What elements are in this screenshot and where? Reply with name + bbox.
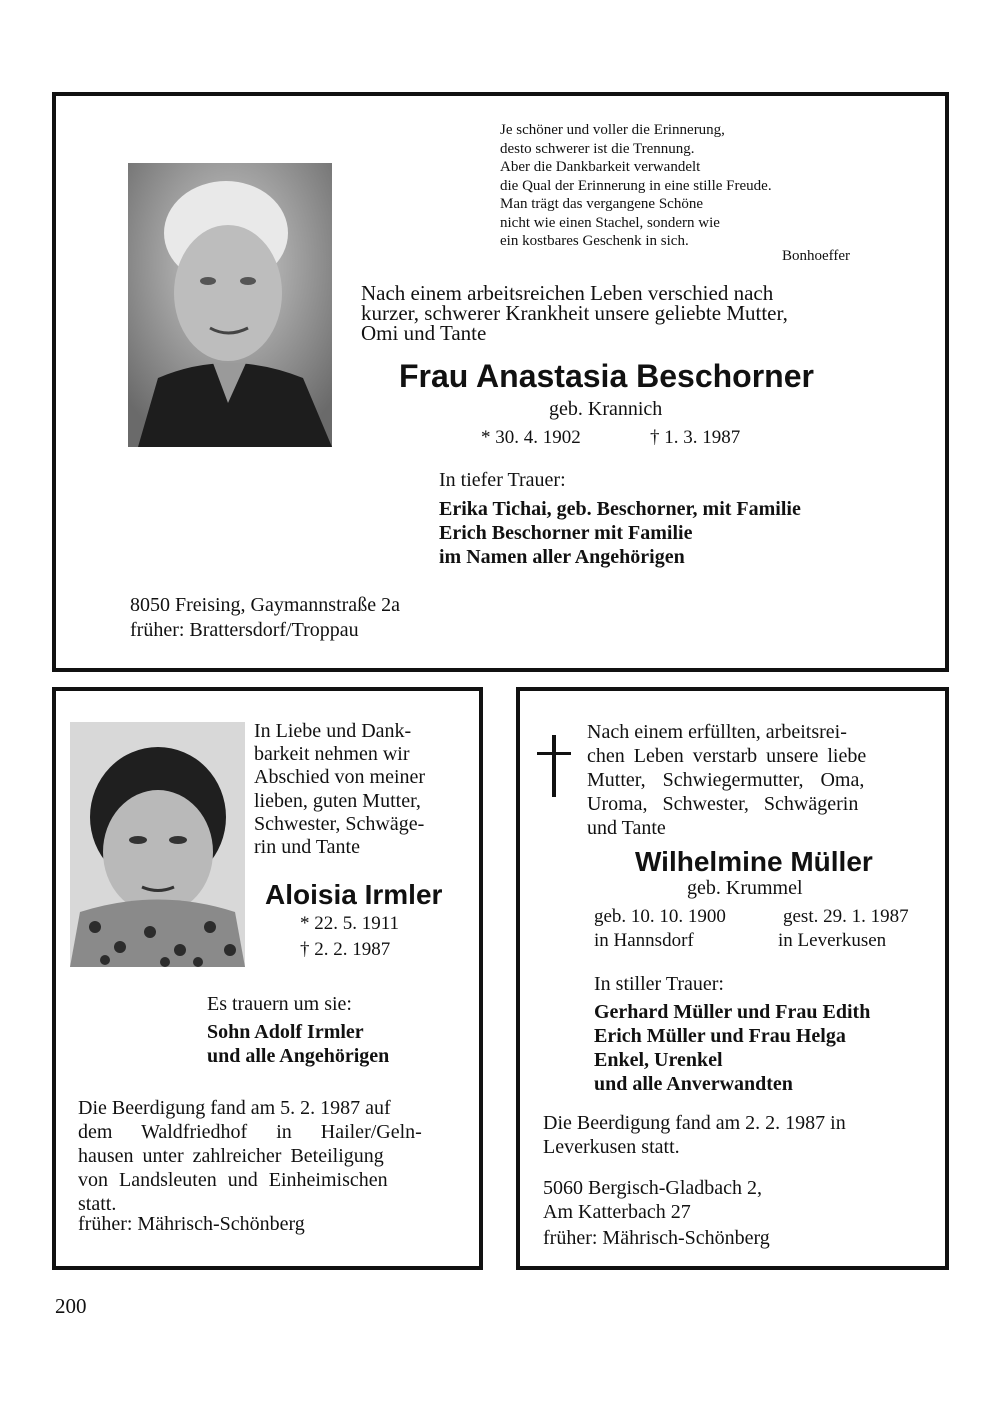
intro-line-text: Nach einem arbeitsreichen Leben verschied nach <box>361 281 774 305</box>
mourners-list <box>207 1020 389 1068</box>
portrait-photo-irmler <box>70 722 245 967</box>
origin: früher: Mährisch-Schönberg <box>78 1213 305 1235</box>
funeral-line: statt. <box>78 1193 117 1215</box>
death-place: in Leverkusen <box>778 930 887 951</box>
mourner: Erich Müller und Frau Helga <box>594 1025 846 1047</box>
birth-place: in Hannsdorf <box>594 930 694 951</box>
death-date: gest. 29. 1. 1987 <box>783 906 909 927</box>
intro-line: Uroma, Schwester, Schwägerin <box>587 793 859 815</box>
portrait-photo-beschorner <box>128 163 332 447</box>
mourning-heading: In stiller Trauer: <box>594 973 724 995</box>
address-line: früher: Brattersdorf/Troppau <box>130 619 359 641</box>
mourner: Erich Beschorner mit Familie <box>439 522 693 544</box>
intro-line: kurzer, schwerer Krankheit unsere geliebte Mutter, <box>361 301 788 325</box>
page-number: 200 <box>55 1294 87 1318</box>
birth-date: * 30. 4. 1902 <box>481 427 581 448</box>
deceased-name: Frau Anastasia Beschorner <box>399 358 814 394</box>
funeral-text <box>78 1096 461 1216</box>
intro-line-text: Nach einem erfüllten, arbeitsrei- <box>587 721 847 743</box>
quote-line: Je schöner und voller die Erinnerung, <box>500 122 725 138</box>
quote-line: die Qual der Erinnerung in eine stille Freude. <box>500 177 772 194</box>
birth-date: * 22. 5. 1911 <box>300 913 400 934</box>
intro-line <box>587 720 924 744</box>
intro-text <box>254 720 461 859</box>
mourner: und alle Angehörigen <box>207 1045 390 1067</box>
maiden-name: geb. Krannich <box>549 398 663 420</box>
intro-line <box>361 283 872 303</box>
mourners-list <box>594 1000 870 1096</box>
mourning-heading: Es trauern um sie: <box>207 993 352 1015</box>
deceased-name: Wilhelmine Müller <box>635 846 873 877</box>
funeral-line <box>78 1096 461 1120</box>
address-line: Am Katterbach 27 <box>543 1201 691 1223</box>
address <box>543 1176 770 1250</box>
mourner: Gerhard Müller und Frau Edith <box>594 1001 871 1023</box>
cross-icon <box>537 735 571 797</box>
mourning-heading: In tiefer Trauer: <box>439 469 566 491</box>
mourner: Enkel, Urenkel <box>594 1049 723 1071</box>
maiden-name: geb. Krummel <box>687 877 803 899</box>
quote-line: Man trägt das vergangene Schöne <box>500 196 703 212</box>
mourner: Erika Tichai, geb. Beschorner, mit Familie <box>439 498 801 520</box>
quote-line: nicht wie einen Stachel, sondern wie <box>500 214 720 231</box>
address-line: früher: Mährisch-Schönberg <box>543 1227 770 1249</box>
intro-line: rin und Tante <box>254 836 360 859</box>
intro-line-text: In Liebe und Dank- <box>254 720 412 742</box>
intro-line-text: barkeit nehmen wir <box>254 743 410 766</box>
intro-line: lieben, guten Mutter, <box>254 789 421 812</box>
death-date: † 2. 2. 1987 <box>300 939 391 960</box>
quote-line: ein kostbares Geschenk in sich. <box>500 233 689 249</box>
intro-text <box>361 283 872 343</box>
intro-text <box>587 720 924 840</box>
birth-date: geb. 10. 10. 1900 <box>594 906 726 927</box>
quote-line: Aber die Dankbarkeit verwandelt <box>500 159 701 175</box>
funeral-line: hausen unter zahlreicher Beteiligung <box>78 1145 384 1167</box>
portrait-illustration <box>128 163 332 447</box>
intro-line: und Tante <box>587 817 666 839</box>
mourner: Sohn Adolf Irmler <box>207 1021 364 1043</box>
mourner: und alle Anverwandten <box>594 1073 793 1095</box>
intro-line: Omi und Tante <box>361 321 487 345</box>
funeral-line: Leverkusen statt. <box>543 1136 680 1158</box>
intro-line: Abschied von meiner <box>254 766 426 789</box>
funeral-line-text: Die Beerdigung fand am 5. 2. 1987 auf <box>78 1097 391 1119</box>
intro-line <box>254 720 461 743</box>
intro-line: Mutter, Schwiegermutter, Oma, <box>587 769 865 791</box>
intro-line: chen Leben verstarb unsere liebe <box>587 745 867 767</box>
address-line: 8050 Freising, Gaymannstraße 2a <box>130 594 400 616</box>
portrait-illustration <box>70 722 245 967</box>
funeral-text <box>543 1111 846 1159</box>
funeral-line: dem Waldfriedhof in Hailer/Geln- <box>78 1121 422 1143</box>
deceased-name: Aloisia Irmler <box>265 879 443 910</box>
funeral-line: Die Beerdigung fand am 2. 2. 1987 in <box>543 1112 846 1134</box>
death-date: † 1. 3. 1987 <box>650 427 741 448</box>
quote-line: desto schwerer ist die Trennung. <box>500 140 695 157</box>
funeral-line: von Landsleuten und Einheimischen <box>78 1169 388 1191</box>
mourner: im Namen aller Angehörigen <box>439 546 685 568</box>
address <box>130 593 400 643</box>
quote-author: Bonhoeffer <box>782 248 851 264</box>
intro-line: Schwester, Schwäge- <box>254 812 425 835</box>
bonhoeffer-quote <box>500 121 772 251</box>
address-line: 5060 Bergisch-Gladbach 2, <box>543 1177 763 1199</box>
intro-line <box>254 743 461 766</box>
mourners-list <box>439 497 801 569</box>
